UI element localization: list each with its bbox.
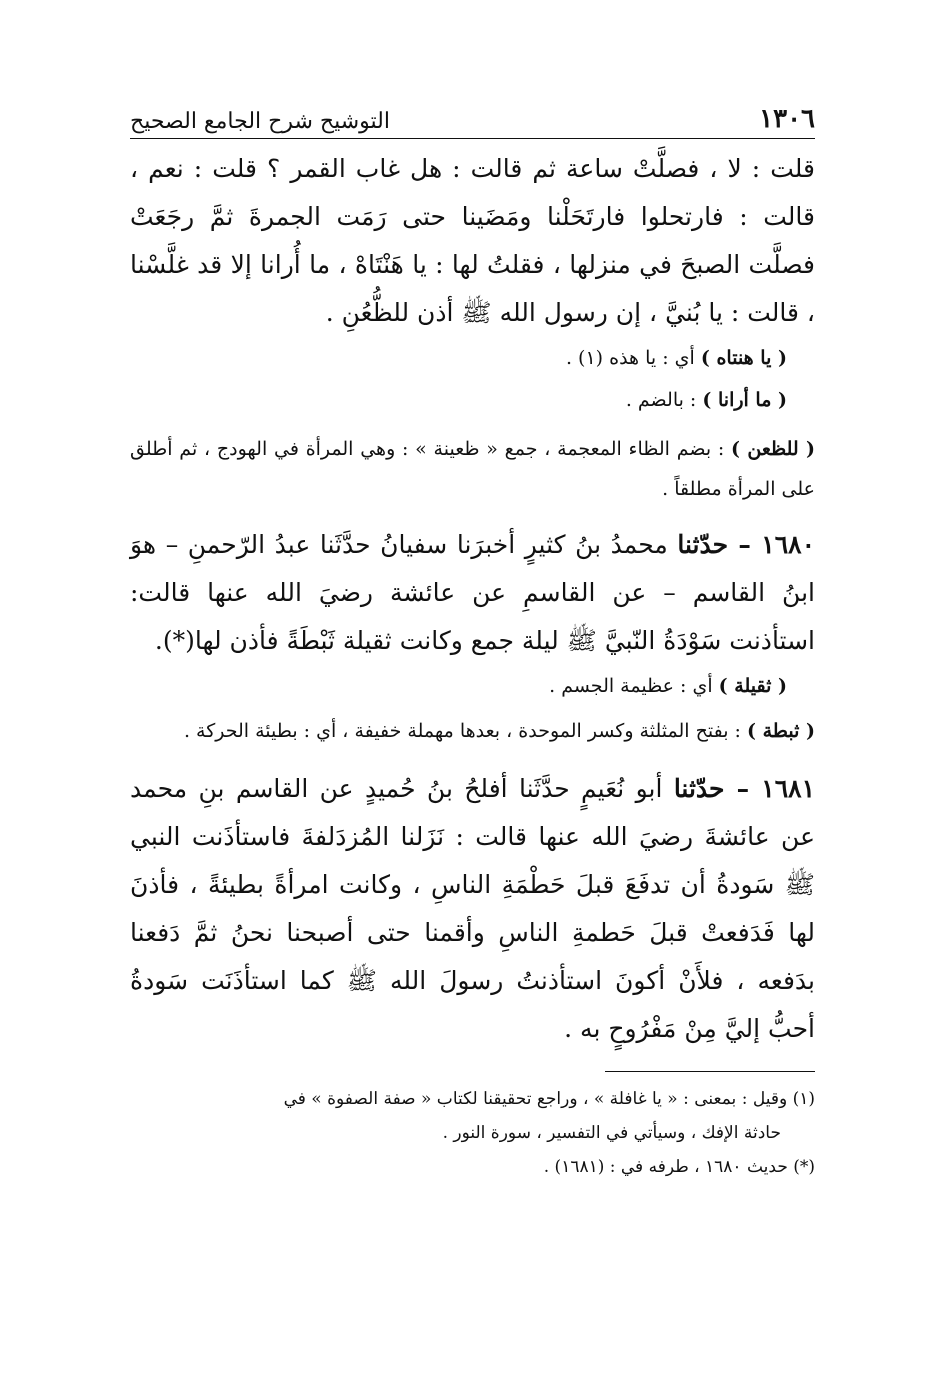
hadith-number: ١٦٨١ – حدّثنا: [673, 774, 815, 803]
gloss-thabta: [130, 711, 815, 751]
gloss-term: ( يا هنتاه ): [700, 347, 787, 369]
running-title: التوشيح شرح الجامع الصحيح: [130, 109, 390, 134]
gloss-text: : بفتح المثلثة وكسر الموحدة ، بعدها مهملة خفيفة ، أي : بطيئة الحركة .: [183, 720, 747, 742]
gloss-text: أي : يا هذه (١) .: [565, 347, 701, 369]
hadith-1680: [130, 521, 815, 665]
hadith-text: محمدُ بنُ كثيرٍ أخبرَنا سفيانُ حدَّثَنا عبدُ الرّحمنِ – هوَ ابنُ القاسم – عن القاسمِ عن عائشة رضيَ الله عنها قالت: استأذنت سَوْدَةُ النّبيَّ ﷺ ليلة جمع وكانت ثقيلة ثَبْطَةً فأذن لها(*).: [130, 530, 815, 655]
header-divider: [130, 138, 815, 139]
gloss-term: ( ثبطة ): [746, 720, 815, 742]
gloss-term: ( ما أرانا ): [702, 389, 787, 411]
footnote-divider: [605, 1071, 815, 1072]
footnote-2: (*) حديث ١٦٨٠ ، طرفه في : (١٦٨١) .: [543, 1157, 815, 1177]
footnote-1-line-2: حادثة الإفك ، وسيأتي في التفسير ، سورة النور .: [442, 1123, 781, 1143]
hadith-continuation-paragraph: قلت : لا ، فصلَّتْ ساعة ثم قالت : هل غاب القمر ؟ قلت : نعم ، قالت : فارتحلوا فارتَحَلْنا ومَضَينا حتى رَمَت الجمرةَ ثمَّ رجَعَتْ فصلَّت الصبحَ في منزلها ، فقلتُ لها : يا هَنْتَاهْ ، ما أُرانا إلا قد غلَّسْنا ، قالت : يا بُنيَّ ، إن رسول الله ﷺ أذن للظُّعُنِ .: [130, 154, 815, 327]
hadith-number: ١٦٨٠ – حدّثنا: [677, 530, 815, 559]
footnote-1-line-1: (١) وقيل : بمعنى : « يا غافلة » ، وراجع تحقيقنا لكتاب « صفة الصفوة » في: [283, 1089, 815, 1109]
page-number: ١٣٠٦: [759, 104, 815, 134]
gloss-text: : بضم الظاء المعجمة ، جمع « ظعينة » : وهي المرأة في الهودج ، ثم أطلق على المرأة مطلقاً .: [130, 438, 815, 500]
gloss-thaqila: [130, 665, 815, 707]
gloss-text: أي : عظيمة الجسم .: [549, 675, 719, 697]
gloss-term: ( للظعن ): [731, 438, 815, 460]
gloss-text: : بالضم .: [625, 389, 703, 411]
gloss-lil-zuun: [130, 429, 815, 509]
page-header: [130, 90, 815, 134]
gloss-ya-hantah: [130, 337, 815, 379]
footnotes: [130, 1082, 815, 1184]
hadith-text: أبو نُعَيمٍ حدَّثَنا أفلحُ بنُ حُميدٍ عن القاسم بنِ محمد عن عائشةَ رضيَ الله عنها قالت : نَزَلنا المُزدَلفةَ فاستأذَنت النبي ﷺ سَودةُ أن تدفَعَ قبلَ حَطْمَةِ الناسِ ، وكانت امرأةً بطيئةً ، فأذنَ لها فَدَفعتْ قبلَ حَطمةِ الناسِ وأقمنا حتى أصبحنا نحنُ ثمَّ دَفعنا بدَفعه ، فلأَنْ أكونَ استأذنتُ رسولَ الله ﷺ كما استأذَنَت سَودةُ أحبُّ إليَّ مِنْ مَفْرُوحٍ به .: [130, 774, 815, 1043]
book-page: [130, 90, 815, 1184]
hadith-1681: [130, 765, 815, 1053]
gloss-term: ( ثقيلة ): [718, 675, 787, 697]
gloss-ma-arana: [130, 379, 815, 421]
